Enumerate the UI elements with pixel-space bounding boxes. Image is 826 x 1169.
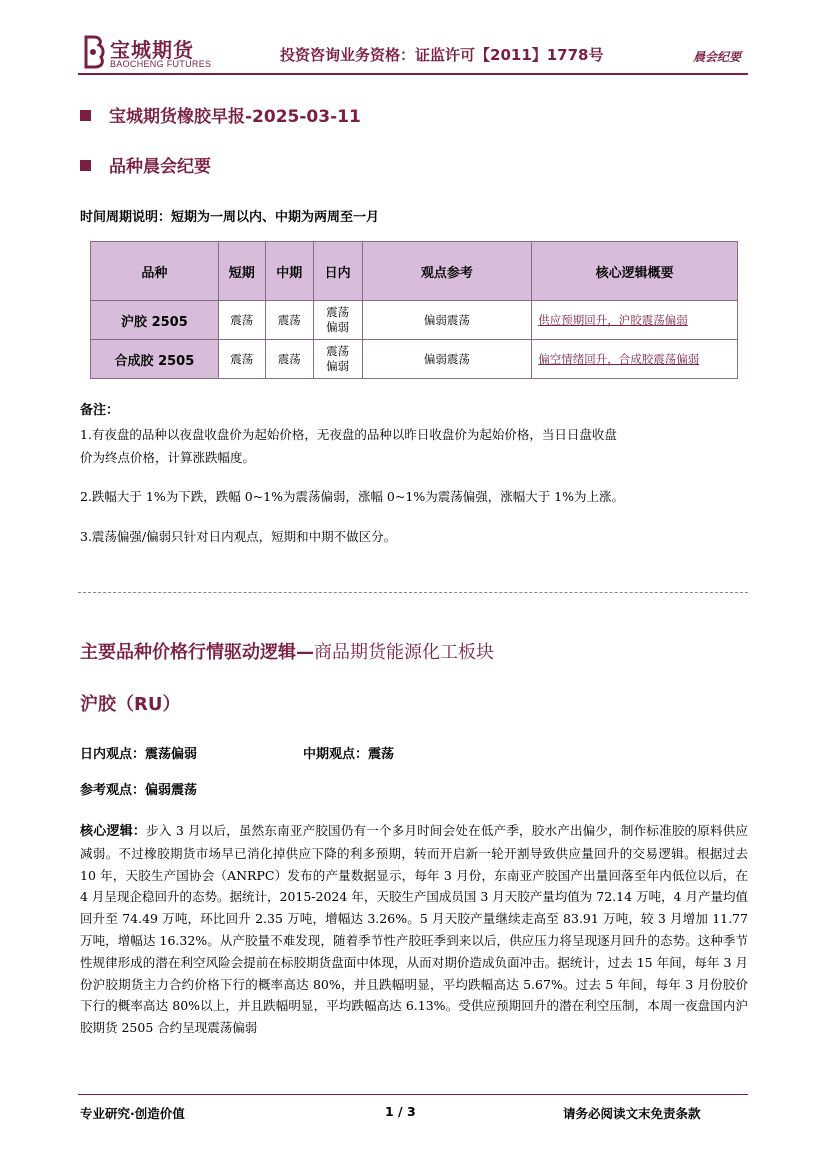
reference-view: 偏弱震荡	[362, 301, 532, 340]
core-logic-text: 步入 3 月以后，虽然东南亚产胶国仍有一个多月时间会处在低产季，胶水产出偏少，制作标准胶的原料供应减弱。不过橡胶期货市场早已消化掉供应下降的利多预期，转而开启新一轮开割导致供应量回升的交易逻辑。根据过去 10 年，天胶生产国协会（ANRPC）发布的产量数据显示，每年 3 月份，东南亚产胶国产出量回落至年内低位以后，在 4 月呈现企稳回升的态势。据统计，2015-2024 年，天胶生产国成员国 3 月天胶产量均值为 72.14 万吨，4 月产量均值回升至 74.49 万吨，环比回升 2.35 万吨，增幅达 3.26%。5 月天胶产量继续走高至 83.91 万吨，较 3 月增加 11.77 万吨，增幅达 16.32%。从产胶量不难发现，随着季节性产胶旺季到来以后，供应压力将呈现逐月回升的态势。这种季节性规律形成的潜在利空风险会提前在标胶期货盘面中体现，从而对期价造成负面冲击。据统计，过去 15 年间，每年 3 月份沪胶期货主力合约价格下行的概率高达 80%，并且跌幅明显，平均跌幅高达 5.67%。过去 5 年间，每年 3 月份胶价下行的概率高达 80%以上，并且跌幅明显，平均跌幅高达 6.13%。受供应预期回升的潜在利空压制，本周一夜盘国内沪胶期货 2505 合约呈现震荡偏弱	[80, 823, 748, 1036]
table-row	[91, 301, 738, 340]
period-note: 时间周期说明：短期为一周以内、中期为两周至一月	[80, 210, 380, 225]
table-row	[91, 340, 738, 379]
variety-name: 合成胶 2505	[91, 340, 219, 379]
col-header: 中期	[265, 242, 313, 301]
remark-line: 3.震荡偏强/偏弱只针对日内观点，短期和中期不做区分。	[80, 529, 397, 544]
footer-rule	[78, 1094, 748, 1095]
bullet-square-icon	[80, 160, 91, 171]
intraday-view: 震荡 偏弱	[313, 340, 362, 379]
mid-term-view: 震荡	[265, 340, 313, 379]
license-info: 投资咨询业务资格：证监许可【2011】1778号	[280, 46, 604, 64]
reference-view: 偏弱震荡	[362, 340, 532, 379]
col-header: 核心逻辑概要	[532, 242, 738, 301]
morning-views-table	[90, 241, 738, 379]
remark-line: 2.跌幅大于 1%为下跌，跌幅 0~1%为震荡偏弱，涨幅 0~1%为震荡偏强，涨幅大于 1%为上涨。	[80, 489, 624, 504]
logo-chinese-name: 宝城期货	[110, 38, 194, 62]
intraday-view: 震荡 偏弱	[313, 301, 362, 340]
bullet-square-icon	[80, 110, 91, 121]
main-logic-title: 主要品种价格行情驱动逻辑—商品期货能源化工板块	[80, 642, 494, 663]
core-logic-label: 核心逻辑：	[80, 824, 147, 839]
reference-view-label: 参考观点：偏弱震荡	[80, 783, 198, 798]
variety-heading: 沪胶（RU）	[80, 694, 181, 715]
page-number: 1 / 3	[385, 1104, 416, 1119]
core-logic-link[interactable]: 偏空情绪回升，合成胶震荡偏弱	[532, 340, 738, 379]
short-term-view: 震荡	[218, 301, 265, 340]
col-header: 日内	[313, 242, 362, 301]
remark-line: 1.有夜盘的品种以夜盘收盘价为起始价格，无夜盘的品种以昨日收盘价为起始价格，当日日盘收盘	[80, 427, 617, 442]
midterm-view-label: 中期观点：震荡	[303, 747, 395, 762]
header-rule	[78, 73, 748, 75]
table-header-row	[91, 242, 738, 301]
report-title: 宝城期货橡胶早报-2025-03-11	[80, 102, 361, 127]
col-header: 观点参考	[362, 242, 532, 301]
header-section-label: 晨会纪要	[693, 50, 742, 64]
section-title: 品种晨会纪要	[80, 152, 211, 177]
footer-slogan: 专业研究·创造价值	[80, 1106, 185, 1121]
col-header: 品种	[91, 242, 219, 301]
core-logic-paragraph	[80, 820, 748, 1039]
remark-line: 价为终点价格，计算涨跌幅度。	[80, 450, 256, 465]
intraday-view-label: 日内观点：震荡偏弱	[80, 747, 198, 762]
mid-term-view: 震荡	[265, 301, 313, 340]
footer-disclaimer: 请务必阅读文末免责条款	[563, 1106, 701, 1121]
variety-name: 沪胶 2505	[91, 301, 219, 340]
dashed-divider	[78, 592, 748, 593]
logo-english-name: BAOCHENG FUTURES	[110, 59, 212, 69]
core-logic-link[interactable]: 供应预期回升，沪胶震荡偏弱	[532, 301, 738, 340]
remarks-title: 备注：	[80, 403, 120, 418]
baocheng-logo-icon	[82, 35, 106, 69]
col-header: 短期	[218, 242, 265, 301]
short-term-view: 震荡	[218, 340, 265, 379]
